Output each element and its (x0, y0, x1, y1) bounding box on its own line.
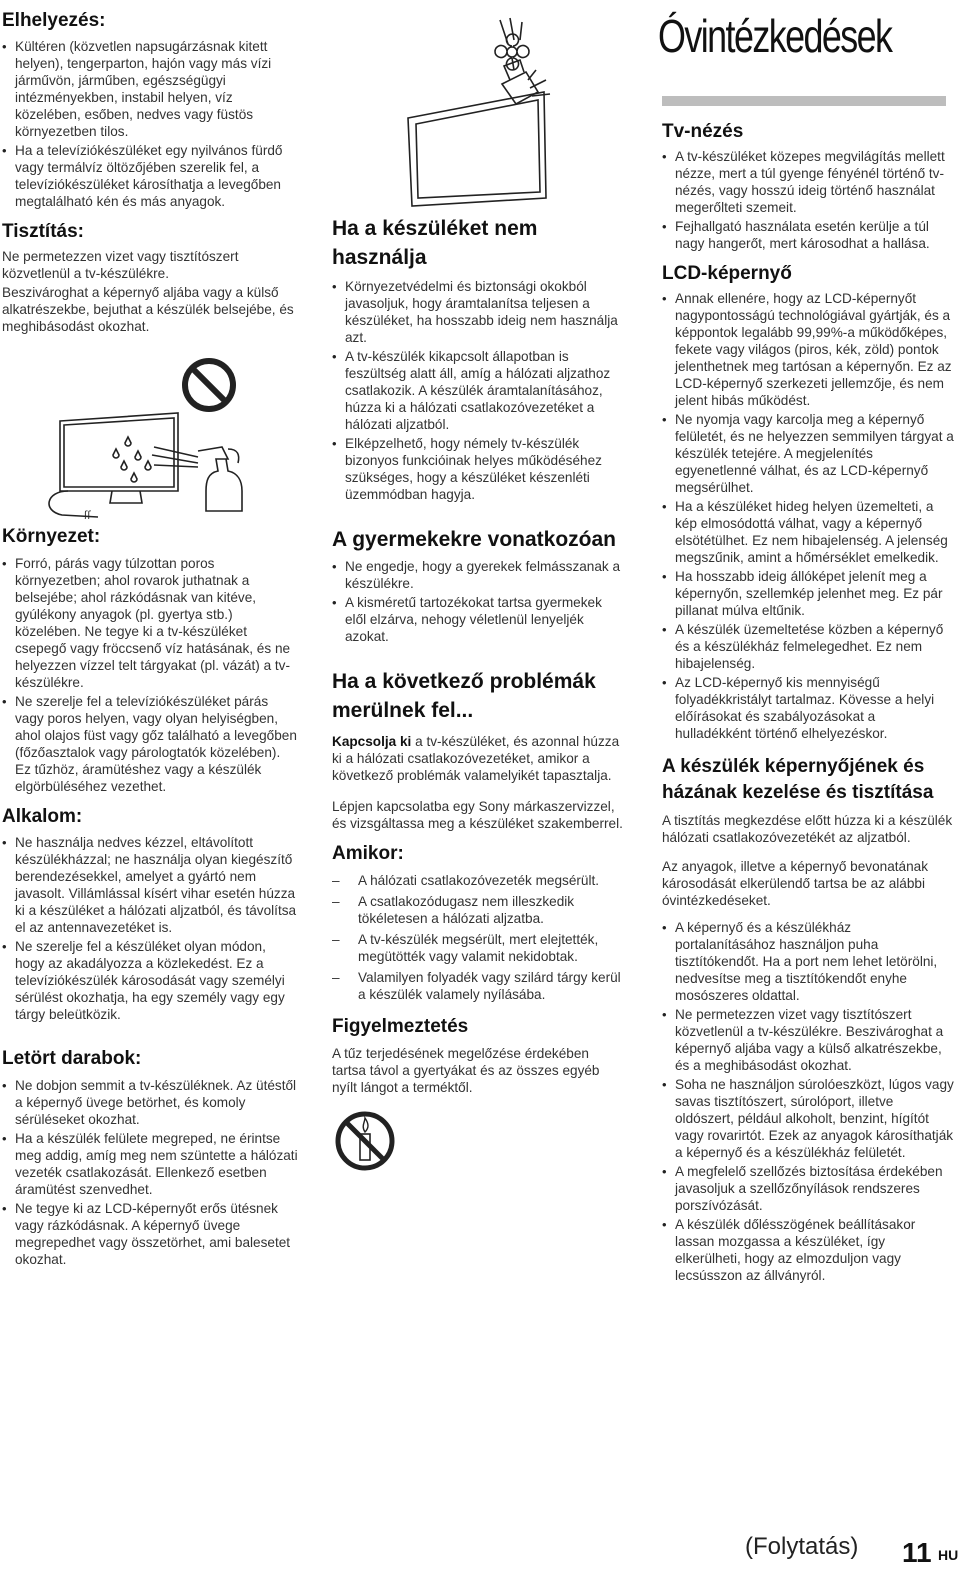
language-code: HU (938, 1547, 959, 1563)
list-item: • Annak ellenére, hogy az LCD-képernyőt nagypontosságú technológiával gyártják, és a képpontok legalább 99,99%-a működőképes, fekete vagy világos (piros, kék, zöld) pontok jelenthetnek meg tartósan a képernyőn. Ez az LCD-képernyő szerkezeti jellemzője, és nem jelent hibás működést. (662, 290, 954, 409)
page-title: Óvintézkedések (658, 10, 892, 62)
warning-paragraph: A tűz terjedésének megelőzése érdekében tartsa távol a gyertyákat és az összes egyéb nyílt lángot a terméktől. (332, 1046, 600, 1095)
list-item: • Forró, párás vagy túlzottan poros környezetben; ahol rovarok juthatnak a belsejébe; ahol rázkódásnak van kitéve, gyúlékony anyagok (pl. gyertya stb.) közelében. Ne tegye ki a tv-készüléket csepegő vagy fröccsenő víz hatásának, és ne helyezzen vízzel telt tárgyakat (pl. vázát) a tv-készülékre. (2, 555, 298, 691)
list-item: • A készülék üzemeltetése közben a képernyő és a készülékház felmelegedhet. Ez nem hibajelenség. (662, 621, 954, 672)
placement-list (2, 38, 298, 210)
list-item: • Az LCD-képernyő kis mennyiségű folyadékkristályt tartalmaz. Kövesse a helyi előírásokat és szabályozásokat a hulladékként történő elhelyezéskor. (662, 674, 954, 742)
list-item: – A hálózati csatlakozóvezeték megsérült. (332, 872, 624, 889)
problems-text: a tv-készüléket, és azonnal húzza ki a hálózati csatlakozóvezetéket, amikor a következő problémák valamelyikét tapasztalja. (332, 734, 620, 783)
list-item: • A megfelelő szellőzés biztosítása érdekében javasoljuk a szellőzőnyílások rendszeres porszívózását. (662, 1163, 954, 1214)
list-item: • Ne dobjon semmit a tv-készüléknek. Az ütéstől a képernyő üvege betörhet, és komoly sérüléseket okozhat. (2, 1077, 298, 1128)
list-item: • Fejhallgató használata esetén kerülje a túl nagy hangerőt, mert károsodhat a hallása. (662, 218, 954, 252)
page-footer (745, 1533, 959, 1568)
placement-heading: Elhelyezés: (2, 10, 106, 31)
switch-off-label: Kapcsolja ki (332, 734, 412, 749)
list-item: • Elképzelhető, hogy némely tv-készülék bizonyos funkcióinak helyes működéséhez szükséges, hogy a készüléket készenléti üzemmódban hagyja. (332, 435, 624, 503)
handling-paragraph: A tisztítás megkezdése előtt húzza ki a készülék hálózati csatlakozóvezetékét az aljzatból. (662, 813, 953, 845)
column-left (2, 0, 298, 1270)
environment-heading: Környezet: (2, 526, 101, 547)
list-item: • Kültéren (közvetlen napsugárzásnak kitett helyen), tengerparton, hajón vagy más vízi járművön, járműben, egészségügyi intézményekben, instabil helyen, víz közelében, esőben, nedves vagy füstös környezetben tilos. (2, 38, 298, 140)
list-item: • Ne nyomja vagy karcolja meg a képernyő felületét, és ne helyezzen semmilyen tárgyat a készülék tetejére. A megjelenítés egyenetlenné válhat, és az LCD-képernyő megsérülhet. (662, 411, 954, 496)
list-item: • Ha a készüléket hideg helyen üzemelteti, a kép elmosódottá válhat, vagy a képernyő elsötétülhet. Ez nem hibajelenség. A jelenség megszűnik, amint a hőmérséklet emelkedik. (662, 498, 954, 566)
broken-pieces-list (2, 1077, 298, 1268)
children-heading: A gyermekekre vonatkozóan (332, 528, 617, 551)
list-item: • Ne tegye ki az LCD-képernyőt erős ütésnek vagy rázkódásnak. A képernyő üvege megrepedhet vagy összetörhet, ami balesetet okozhat. (2, 1200, 298, 1268)
spray-illustration (2, 341, 298, 519)
svg-text:ʃʃ: ʃʃ (84, 510, 91, 519)
list-item: • Ne használja nedves kézzel, eltávolított készülékházzal; ne használja olyan kiegészítő berendezésekkel, amelyet a gyártó nem javasolt. Villámlással kísért vihar esetén húzza ki a készüléket a hálózati aljzatból, és távolítsa el az antennavezetéket is. (2, 834, 298, 936)
problems-heading: Ha a következő problémák merülnek fel... (332, 670, 596, 722)
falling-vase-illustration (332, 0, 624, 208)
list-item: • Ne szerelje fel a televíziókészüléket párás vagy poros helyen, vagy olyan helyiségben, ahol olajos füst vagy gőz található a levegőben (főzőasztalok vagy párologtatók közelében). Ez tűzhöz, áramütéshez vagy a készülék elgörbüléséhez vezethet. (2, 693, 298, 795)
list-item: • A készülék dőlésszögének beállításakor lassan mozgassa a készüléket, így elkerülheti, hogy az elmozduljon vagy lecsússzon az állványról. (662, 1216, 954, 1284)
broken-pieces-heading: Letört darabok: (2, 1048, 142, 1069)
usage-heading: Alkalom: (2, 806, 83, 827)
tv-viewing-heading: Tv-nézés (662, 121, 744, 142)
list-item: • Ha a televíziókészüléket egy nyilvános fürdő vagy termálvíz öltözőjében szerelik fel, a televíziókészüléket károsíthatja a levegőben megtalálható kén és más anyagok. (2, 142, 298, 210)
list-item: • Soha ne használjon súrolóeszközt, lúgos vagy savas tisztítószert, súrolóport, illetve oldószert, például alkoholt, benzint, hígítót vagy rovarirtót. Ezek az anyagok károsíthatják a képernyő és a készülékház felületét. (662, 1076, 954, 1161)
list-item: • Környezetvédelmi és biztonsági okokból javasoljuk, hogy áramtalanítsa teljesen a készüléket, ha hosszabb ideig nem használja azt. (332, 278, 624, 346)
list-item: – A tv-készülék megsérült, mert elejtették, megütötték vagy valamit nekidobtak. (332, 931, 624, 965)
no-candle-icon (334, 1110, 396, 1172)
not-in-use-list (332, 278, 624, 503)
column-middle (332, 0, 624, 1177)
cleaning-paragraph: Beszivároghat a képernyő aljába vagy a külső alkatrészekbe, bejuthat a készülék belsejébe, és meghibásodást okozhat. (2, 285, 294, 334)
cleaning-heading: Tisztítás: (2, 221, 85, 242)
list-item: – Valamilyen folyadék vagy szilárd tárgy kerül a készülék valamely nyílásába. (332, 969, 624, 1003)
list-item: • Ha hosszabb ideig állóképet jelenít meg a képernyőn, szellemkép jelenhet meg. Ez pár pillanat múlva eltűnik. (662, 568, 954, 619)
tv-viewing-list (662, 148, 954, 252)
not-in-use-heading: Ha a készüléket nem használja (332, 217, 538, 269)
service-paragraph: Lépjen kapcsolatba egy Sony márkaszervizzel, és vizsgáltassa meg a készüléket szakemberrel. (332, 799, 623, 831)
list-item: • Ne szerelje fel a készüléket olyan módon, hogy az akadályozza a közlekedést. Ez a televíziókészülék károsodását vagy személyi sérülést okozhatja, ha egy személy vagy egy tárgy beleütközik. (2, 938, 298, 1023)
when-heading: Amikor: (332, 843, 404, 864)
continued-label: (Folytatás) (745, 1533, 859, 1560)
when-list (332, 872, 624, 1003)
list-item: • A képernyő és a készülékház portalanításához használjon puha tisztítókendőt. Ha a port nem lehet letörölni, nedvesítse meg a tisztítókendőt enyhe mosószeres oldattal. (662, 919, 954, 1004)
children-list (332, 558, 624, 645)
list-item: • Ne engedje, hogy a gyerekek felmásszanak a készülékre. (332, 558, 624, 592)
list-item: • A kisméretű tartozékokat tartsa gyermekek elől elzárva, nehogy véletlenül lenyeljék azokat. (332, 594, 624, 645)
title-rule (662, 96, 946, 106)
warning-heading: Figyelmeztetés (332, 1016, 469, 1037)
handling-heading: A készülék képernyőjének és házának kezelése és tisztítása (662, 756, 934, 803)
no-spray-icon (2, 341, 298, 519)
environment-list (2, 555, 298, 795)
list-item: • A tv-készüléket közepes megvilágítás mellett nézze, mert a túl gyenge fényénél történő tv-nézés, vagy hosszú ideig történő használat megerőlteti szemeit. (662, 148, 954, 216)
list-item: • A tv-készülék kikapcsolt állapotban is feszültség alatt áll, amíg a hálózati aljzathoz csatlakozik. A készülék áramtalanításához, húzza ki a hálózati csatlakozóvezetéket a hálózati aljzatból. (332, 348, 624, 433)
cleaning-paragraph: Ne permetezzen vizet vagy tisztítószert közvetlenül a tv-készülékre. (2, 249, 239, 281)
handling-list (662, 919, 954, 1284)
lcd-list (662, 290, 954, 742)
problems-paragraph (332, 733, 624, 784)
handling-paragraph: Az anyagok, illetve a képernyő bevonatának károsodását elkerülendő tartsa be az alábbi óvintézkedéseket. (662, 859, 929, 908)
list-item: • Ne permetezzen vizet vagy tisztítószert közvetlenül a tv-készülékre. Beszivároghat a képernyő aljába vagy a külső alkatrészekbe, és a meghibásodást okozhat. (662, 1006, 954, 1074)
falling-vase-icon (332, 0, 624, 208)
usage-list (2, 834, 298, 1023)
page-number: 11 (902, 1537, 932, 1568)
list-item: – A csatlakozódugasz nem illeszkedik tökéletesen a hálózati aljzatba. (332, 893, 624, 927)
column-right (658, 0, 954, 1286)
list-item: • Ha a készülék felülete megreped, ne érintse meg addig, amíg meg nem szüntette a hálózati vezeték csatlakozását. Ellenkező esetben áramütést szenvedhet. (2, 1130, 298, 1198)
lcd-heading: LCD-képernyő (662, 263, 792, 284)
